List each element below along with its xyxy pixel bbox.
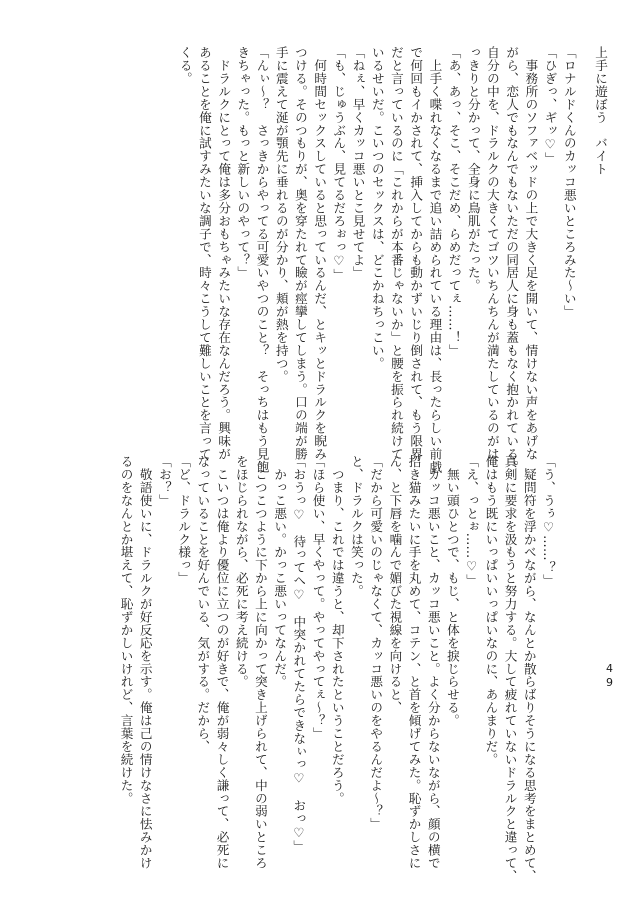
text-line: こつこつように下から上に向かって突き上げられて、中の弱いところ: [252, 455, 268, 870]
text-line: つまり、これでは違うと、却下されたということだろう。: [329, 455, 345, 805]
text-line: っきりと分かって、全身に鳥肌がたった。: [465, 46, 481, 293]
text-line: 事務所のソファベッドの上で大きく足を開いて、情けない声をあげな: [523, 46, 539, 461]
text-line: 招き猫みたいに手を丸めて、コテン、と首を傾げてみた。恥ずかしさに: [406, 455, 422, 870]
text-line: 「ひぎっ、ギッ♡」: [542, 46, 558, 165]
text-line: 無い頭ひとつで、もじ、と体を捩じらせる。: [444, 455, 460, 727]
text-line: 「う、うぅ♡……？」: [541, 455, 556, 587]
text-line: かっこ悪い。かっこ悪いってなんだ。: [272, 455, 288, 689]
text-line: 真剣に要求を汲もうと努力する。大して疲れていないドラルクと違って、: [502, 455, 518, 883]
text-line: くる。: [177, 46, 193, 85]
text-line: なっていることを好んでいる、気がする。だから、: [195, 455, 211, 753]
text-line: カッコ悪いこと、カッコ悪いこと。よく分からないながら、顔の横で: [425, 455, 441, 870]
chapter-title: 上手に遊ぼう バイト: [593, 46, 608, 176]
text-line: 「んぃ〜？ さっきからやってる可愛いやつのこと？ そっちはもう見飽: [254, 46, 270, 474]
text-line: 「だから可愛いのじゃなくて、カッコ悪いのをやるんだよ〜？」: [368, 455, 384, 831]
text-line: 「おうっ♡ 待ってへ♡ 中突かれてたらできなぃっ♡ おっ♡」: [291, 455, 307, 854]
text-line: だと言っているのに「これからが本番じゃないか」と腰を振られ続けて: [388, 46, 404, 461]
text-line: 上手く喋れなくなるまで追い詰められている理由は、長ったらしい前戯: [427, 46, 443, 474]
text-line: ん、と下唇を噛んで媚びた視線を向けると、: [387, 455, 403, 714]
text-line: 「ど、ドラルク様っ」: [176, 455, 192, 585]
text-line: 手に震えて涎が顎先に垂れるのが分かり、頬が熱を持つ。: [273, 46, 289, 383]
page-number: 49: [603, 662, 616, 690]
text-line: をほじられながら、必死に考え続ける。: [233, 455, 249, 689]
text-line: 俺はもう既にいっぱいいっぱいなのに、あんまりだ。: [483, 455, 499, 766]
text-line: と、ドラルクは笑った。: [348, 455, 364, 598]
text-line: 「ねぇ、早くカッコ悪いとこ見せてよ」: [350, 46, 366, 280]
text-line: あることを俺に試すみたいな調子で、時々こうして難しいことを言って: [196, 46, 212, 461]
text-line: で何回もイかされて、挿入してからも動かずいじり倒されて、もう限界: [408, 46, 424, 461]
text-line: 敬語使いに、ドラルクが好反応を示す。俺は己の情けなさに怯みかけ: [137, 455, 153, 870]
text-line: 「ロナルドくんのカッコ悪いところみた〜い」: [561, 46, 577, 318]
text-line: 疑問符を浮かべながら、なんとか散らばりそうになる思考をまとめて、: [521, 455, 537, 883]
text-line: るのをなんとか堪えて、恥ずかしいけれど、言葉を続けた。: [118, 455, 134, 805]
bottom-text-block: [78, 455, 558, 883]
text-line: つける。そのつもりが、奥を穿たれて瞼が痙攣してしまう。口の端が勝: [292, 46, 308, 461]
text-line: 「あ、あっ、そこ、そこだめ、らめだってぇ……！」: [446, 46, 462, 357]
text-line: 「え、っとぉ……♡」: [464, 455, 480, 587]
text-line: 何時間セックスしていると思っているんだ、とキッとドラルクを睨み: [312, 46, 328, 461]
text-line: 「お？」: [156, 455, 172, 507]
text-line: 「も、じゅうぶん、見てるだろぉっ♡」: [331, 46, 347, 282]
top-text-block: [90, 46, 610, 474]
text-line: 自分の中を、ドラルクの大きくてゴツいちんちんが満たしているのがは: [484, 46, 500, 461]
text-line: いるせいだ。こいつのセックスは、どこかねちっこい。: [369, 46, 385, 370]
text-line: がら、恋人でもなんでもないただの同居人に身も蓋もなく抱かれている。: [504, 46, 520, 474]
text-line: きちゃった。もっと新しいのやって？」: [235, 46, 251, 280]
text-line: こいつは俺より優位に立つのが好きで、俺が弱々しく謙って、必死に: [214, 455, 230, 870]
text-line: ドラルクにとって俺は多分おもちゃみたいな存在なんだろう。興味が: [216, 46, 232, 461]
text-line: 「ほら使い、早くやって。やってやってぇ〜？」: [310, 455, 326, 740]
